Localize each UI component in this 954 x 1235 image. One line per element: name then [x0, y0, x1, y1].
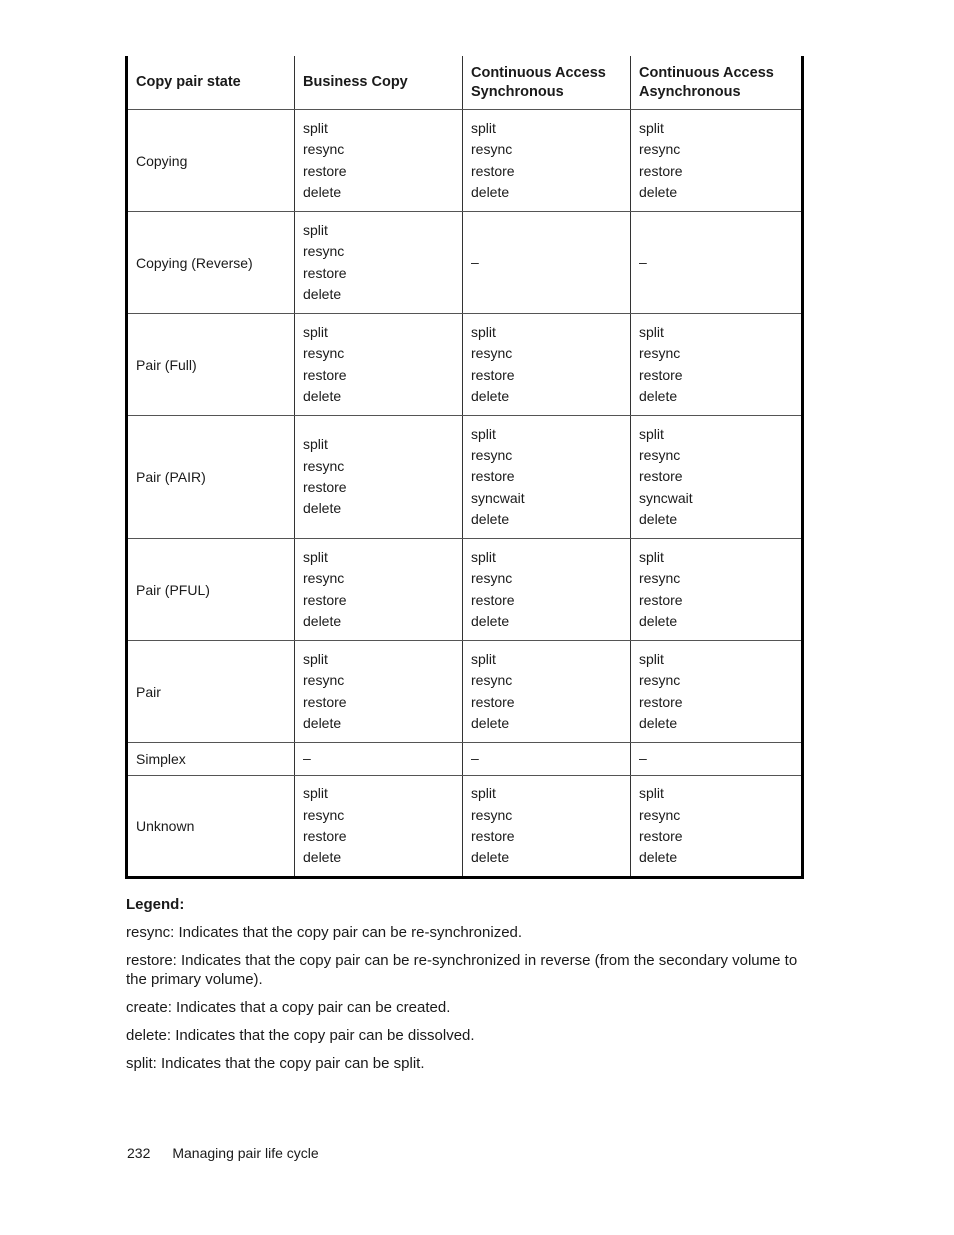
header-business-copy: Business Copy: [295, 56, 463, 110]
operation-item: resync: [303, 806, 345, 823]
operation-item: split: [303, 650, 328, 667]
operation-item: –: [471, 750, 479, 767]
operation-item: delete: [471, 849, 510, 866]
operation-item: delete: [471, 387, 510, 404]
cell-operations: [631, 539, 803, 641]
legend-title: Legend:: [126, 896, 185, 913]
operation-item: delete: [639, 183, 678, 200]
table-body: [127, 110, 803, 878]
operation-item: restore: [639, 591, 683, 608]
operation-item: split: [303, 221, 328, 238]
table-row: [127, 314, 803, 416]
operation-item: restore: [303, 828, 347, 844]
operation-item: restore: [303, 162, 347, 179]
operation-item: split: [471, 323, 496, 340]
table-row: [127, 539, 803, 641]
operation-item: split: [303, 785, 328, 802]
operation-item: –: [639, 750, 647, 767]
cell-operations: [463, 743, 631, 776]
operation-item: resync: [639, 345, 681, 362]
operation-item: delete: [303, 183, 342, 200]
copy-pair-state-table: [125, 56, 804, 879]
operation-item: restore: [639, 828, 683, 844]
table-row: [127, 776, 803, 878]
operation-item: –: [471, 253, 479, 270]
cell-operations: [631, 743, 803, 776]
operation-item: delete: [303, 500, 342, 517]
operation-item: split: [639, 425, 664, 442]
operation-item: restore: [639, 366, 683, 383]
header-copy-pair-state: Copy pair state: [127, 56, 295, 110]
cell-operations: [295, 416, 463, 539]
cell-operations: [463, 641, 631, 743]
legend-item: split: Indicates that the copy pair can be split.: [126, 1055, 425, 1072]
cell-state: Pair: [127, 641, 295, 743]
header-ca-sync: Continuous Access Synchronous: [463, 56, 631, 110]
operation-item: split: [303, 119, 328, 136]
legend-item: create: Indicates that a copy pair can be created.: [126, 999, 451, 1016]
cell-operations: [295, 314, 463, 416]
cell-operations: [631, 110, 803, 212]
cell-state: Pair (PFUL): [127, 539, 295, 641]
operation-item: resync: [303, 243, 345, 260]
operation-item: –: [639, 253, 647, 270]
page-footer: [127, 1145, 319, 1161]
operation-item: resync: [471, 141, 513, 158]
operation-item: split: [303, 323, 328, 340]
header-ca-async: Continuous Access Asynchronous: [631, 56, 803, 110]
cell-operations: [295, 539, 463, 641]
operation-item: resync: [471, 570, 513, 587]
table-row: [127, 743, 803, 776]
operation-item: syncwait: [471, 489, 525, 506]
operation-item: split: [471, 119, 496, 136]
table-row: [127, 212, 803, 314]
operation-item: resync: [639, 141, 681, 158]
cell-operations: [463, 776, 631, 878]
cell-state: Copying: [127, 110, 295, 212]
cell-operations: [463, 416, 631, 539]
operation-item: restore: [471, 366, 515, 383]
operation-item: delete: [471, 612, 510, 629]
table-row: [127, 641, 803, 743]
cell-operations: [631, 212, 803, 314]
operation-item: restore: [471, 468, 515, 485]
legend-item: delete: Indicates that the copy pair can be dissolved.: [126, 1027, 475, 1044]
operation-item: split: [639, 119, 664, 136]
operation-item: restore: [471, 162, 515, 179]
operation-item: split: [471, 548, 496, 565]
cell-operations: [463, 314, 631, 416]
cell-operations: [463, 110, 631, 212]
operation-item: resync: [303, 345, 345, 362]
operation-item: resync: [471, 345, 513, 362]
operation-item: restore: [303, 366, 347, 383]
operation-item: resync: [639, 672, 681, 689]
page-number: 232: [127, 1145, 151, 1161]
operation-item: split: [471, 785, 496, 802]
operation-item: restore: [471, 693, 515, 710]
cell-operations: [295, 212, 463, 314]
operation-item: resync: [303, 570, 345, 587]
operation-item: split: [471, 650, 496, 667]
operation-item: delete: [303, 612, 342, 629]
legend-item: restore: Indicates that the copy pair can be re-synchronized in reverse (from the secondary volume to the primary volume).: [126, 952, 798, 988]
operation-item: restore: [303, 264, 347, 281]
operation-item: restore: [639, 693, 683, 710]
operation-item: split: [639, 323, 664, 340]
operation-item: delete: [303, 849, 342, 866]
operation-item: restore: [471, 828, 515, 844]
operation-item: split: [471, 425, 496, 442]
operation-item: delete: [471, 183, 510, 200]
operation-item: restore: [639, 162, 683, 179]
cell-state: Unknown: [127, 776, 295, 878]
operation-item: split: [303, 436, 328, 453]
operation-item: resync: [639, 447, 681, 464]
table-row: [127, 416, 803, 539]
operation-item: restore: [303, 479, 347, 495]
operation-item: split: [639, 785, 664, 802]
operation-item: delete: [639, 849, 678, 866]
cell-operations: [295, 776, 463, 878]
cell-operations: [631, 416, 803, 539]
cell-state: Pair (PAIR): [127, 416, 295, 539]
legend-item: resync: Indicates that the copy pair can be re-synchronized.: [126, 924, 523, 941]
operation-item: syncwait: [639, 489, 693, 506]
operation-item: resync: [471, 672, 513, 689]
operation-item: split: [639, 548, 664, 565]
operation-item: split: [303, 548, 328, 565]
legend: [126, 895, 806, 1073]
operation-item: restore: [303, 591, 347, 608]
footer-section: Managing pair life cycle: [172, 1145, 319, 1161]
operation-item: resync: [303, 672, 345, 689]
cell-operations: [295, 743, 463, 776]
operation-item: delete: [303, 714, 342, 731]
table-row: [127, 110, 803, 212]
cell-operations: [295, 641, 463, 743]
operation-item: restore: [639, 468, 683, 485]
operation-item: delete: [471, 714, 510, 731]
operation-item: –: [303, 750, 311, 767]
operation-item: resync: [303, 141, 345, 158]
operation-item: restore: [303, 693, 347, 710]
operation-item: delete: [639, 612, 678, 629]
operation-item: resync: [303, 457, 345, 474]
operation-item: delete: [303, 285, 342, 302]
cell-operations: [631, 776, 803, 878]
cell-state: Simplex: [127, 743, 295, 776]
operation-item: restore: [471, 591, 515, 608]
operation-item: resync: [639, 806, 681, 823]
operation-item: delete: [639, 510, 678, 527]
cell-operations: [631, 314, 803, 416]
operation-item: split: [639, 650, 664, 667]
cell-operations: [631, 641, 803, 743]
operation-item: delete: [471, 510, 510, 527]
operation-item: delete: [639, 387, 678, 404]
cell-state: Copying (Reverse): [127, 212, 295, 314]
operation-item: resync: [639, 570, 681, 587]
cell-operations: [295, 110, 463, 212]
cell-state: Pair (Full): [127, 314, 295, 416]
cell-operations: [463, 212, 631, 314]
operation-item: delete: [639, 714, 678, 731]
operation-item: resync: [471, 806, 513, 823]
operation-item: resync: [471, 447, 513, 464]
operation-item: delete: [303, 387, 342, 404]
table-header-row: [127, 56, 803, 110]
cell-operations: [463, 539, 631, 641]
